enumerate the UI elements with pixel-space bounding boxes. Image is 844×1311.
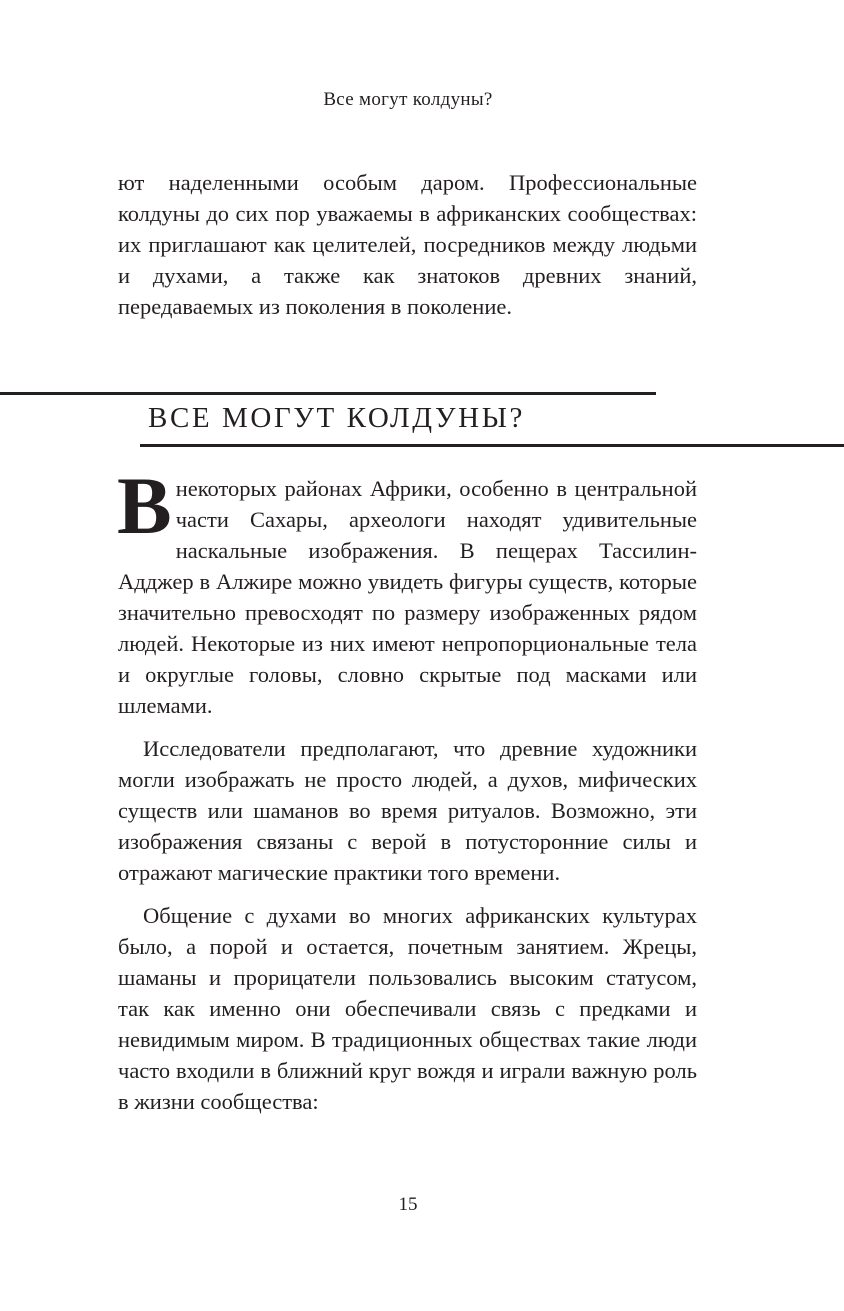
- paragraph-3: Общение с духами во многих африканских культурах было, а порой и остается, почетным занятием. Жрецы, шаманы и прорицатели пользовались высоким статусом, так как именно они обеспечивали связь с предками и невидимым миром. В традиционных обществах такие люди часто входили в ближний круг вождя и играли важную роль в жизни сообщества:: [118, 903, 697, 1114]
- drop-cap: В: [117, 460, 170, 551]
- section-title: ВСЕ МОГУТ КОЛДУНЫ?: [148, 402, 526, 434]
- section-rule-top: [0, 392, 656, 395]
- running-head: Все могут колдуны?: [323, 89, 493, 110]
- section-body: [117, 460, 697, 1117]
- paragraph-2: Исследователи предполагают, что древние художники могли изображать не просто людей, а духов, мифических существ или шаманов во время ритуалов. Возможно, эти изображения связаны с верой в потусторонние силы и отражают магические практики того времени.: [118, 736, 697, 885]
- section-rule-bottom: [140, 444, 844, 447]
- paragraph-1: [117, 460, 697, 721]
- intro-text-block: [118, 167, 697, 322]
- page-number: 15: [398, 1194, 418, 1215]
- paragraph-1-text: некоторых районах Африки, особенно в центральной части Сахары, археологи находят удивительные наскальные изображения. В пещерах Тассилин-Адджер в Алжире можно увидеть фигуры существ, которые значительно превосходят по размеру изображенных рядом людей. Некоторые из них имеют непропорциональные тела и округлые головы, словно скрытые под масками или шлемами.: [118, 476, 697, 718]
- intro-paragraph: ют наделенными особым даром. Профессиональные колдуны до сих пор уважаемы в африканских сообществах: их приглашают как целителей, посредников между людьми и духами, а также как знатоков древних знаний, передаваемых из поколения в поколение.: [118, 170, 697, 319]
